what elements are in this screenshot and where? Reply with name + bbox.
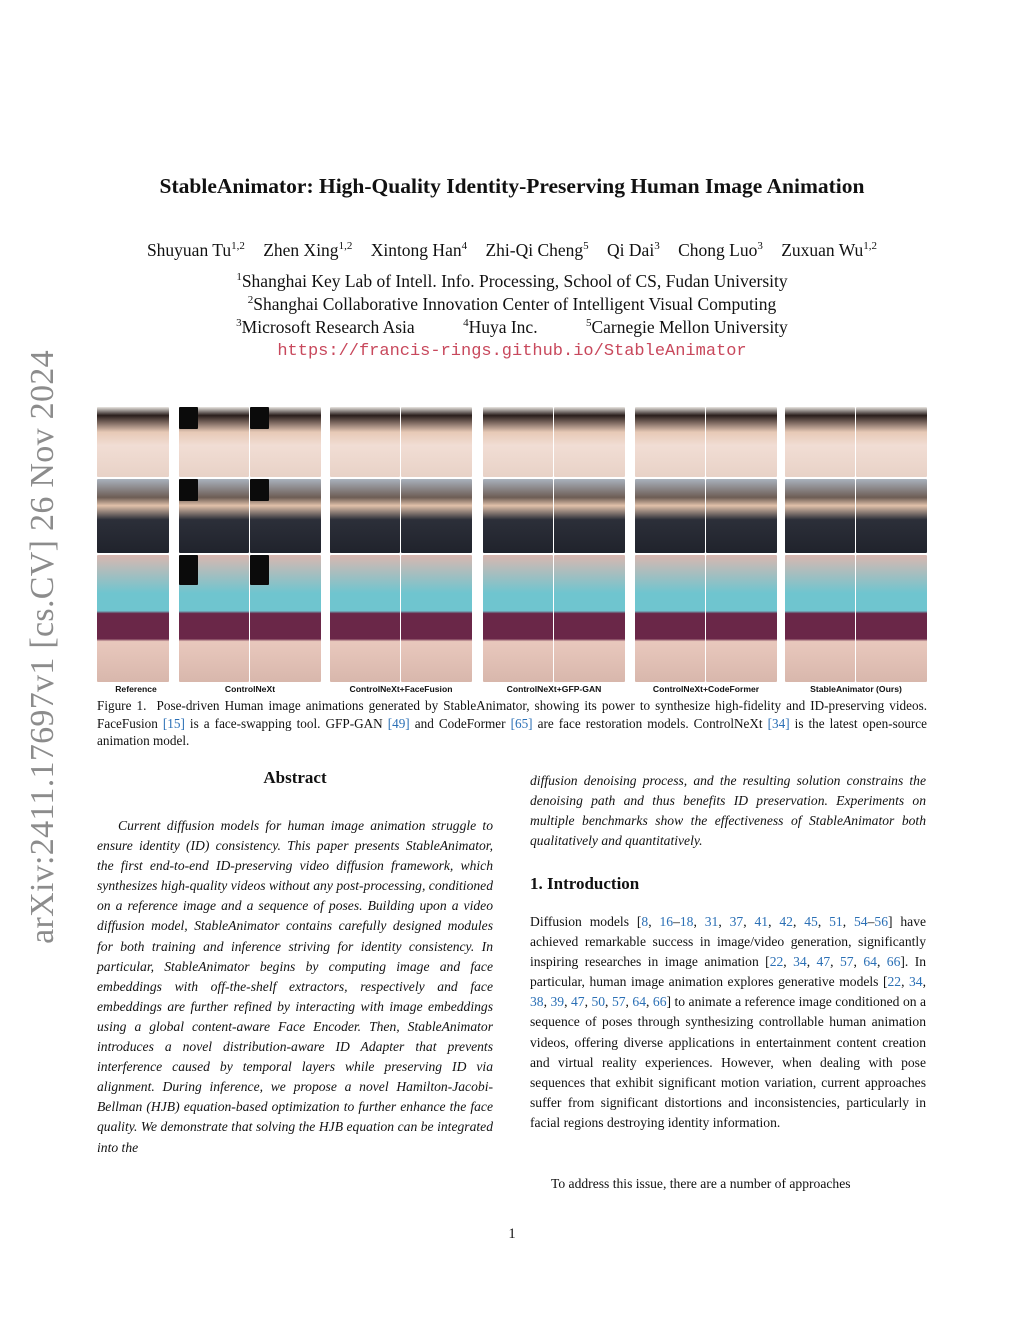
author: Xintong Han$^4$ xyxy=(370,240,468,260)
citation-link[interactable]: 54 xyxy=(854,914,868,929)
column-label-stableanimator: StableAnimator (Ours) xyxy=(810,684,902,694)
citation-link[interactable]: 47 xyxy=(816,954,831,970)
column-label-codeformer: ControlNeXt+CodeFormer xyxy=(652,684,760,694)
citation-link[interactable]: [15] xyxy=(162,715,185,731)
citation-link[interactable]: 64 xyxy=(863,954,877,970)
figure-thumbnail-man-dark-suit xyxy=(554,479,625,553)
citation-link[interactable]: 66 xyxy=(652,994,667,1010)
author: Qi Dai$^3$ xyxy=(607,240,660,260)
figure-thumbnail-woman-cyan-top-purple-skirt xyxy=(554,555,625,682)
citation-link[interactable]: 22 xyxy=(887,974,902,990)
author-list xyxy=(60,240,964,261)
figure-thumbnail-man-dark-suit xyxy=(483,479,553,553)
section-heading-introduction: 1. Introduction xyxy=(530,874,640,893)
citation-link[interactable]: [34] xyxy=(767,715,790,731)
figure-thumbnail-woman-pink-blouse xyxy=(635,407,705,477)
pose-inset xyxy=(179,407,198,429)
citation-link[interactable]: [49] xyxy=(387,715,410,731)
citation-link[interactable]: 47 xyxy=(570,994,585,1010)
pose-inset xyxy=(250,479,269,501)
column-label-controlnext: ControlNeXt xyxy=(224,684,276,694)
citation-link[interactable]: [65] xyxy=(510,715,533,731)
affiliation-5: $^5$Carnegie Mellon University xyxy=(585,317,788,337)
affiliation-3: $^3$Microsoft Research Asia xyxy=(236,317,415,337)
citation-link[interactable]: 51 xyxy=(829,914,843,929)
pose-inset xyxy=(250,407,269,429)
figure-caption: Figure 1. Pose-driven Human image animations generated by StableAnimator, showing its power to synthesize high-fidelity and ID-preserving videos. FaceFusion [15] is a face-swapping tool. GFP-GAN [49] and CodeFormer [65] are face restoration models. ControlNeXt [34] is the latest open-source animation model. xyxy=(97,698,928,749)
figure-thumbnail-woman-pink-blouse xyxy=(97,407,169,477)
figure-thumbnail-woman-cyan-top-purple-skirt xyxy=(330,555,400,682)
arxiv-stamp: arXiv:2411.17697v1 [cs.CV] 26 Nov 2024 xyxy=(24,350,61,944)
affiliation-1: $^1$Shanghai Key Lab of Intell. Info. Processing, School of CS, Fudan University xyxy=(236,271,788,291)
figure-thumbnail-woman-pink-blouse xyxy=(785,407,855,477)
citation-link[interactable]: 18 xyxy=(679,914,694,929)
page-number: 1 xyxy=(508,1226,516,1242)
pose-inset xyxy=(179,555,198,585)
citation-link[interactable]: 64 xyxy=(632,994,647,1010)
citation-link[interactable]: 34 xyxy=(793,954,807,970)
figure-thumbnail-woman-pink-blouse xyxy=(483,407,553,477)
citation-link[interactable]: 22 xyxy=(769,954,784,970)
figure-thumbnail-woman-cyan-top-purple-skirt xyxy=(97,555,169,682)
author: Zuxuan Wu$^{1,2}$ xyxy=(781,240,878,260)
figure-thumbnail-man-dark-suit xyxy=(785,479,855,553)
figure-thumbnail-woman-cyan-top-purple-skirt xyxy=(483,555,553,682)
citation-link[interactable]: 39 xyxy=(550,994,565,1010)
author: Chong Luo$^3$ xyxy=(678,240,763,260)
citation-link[interactable]: 31 xyxy=(704,914,719,929)
figure-thumbnail-man-dark-suit xyxy=(706,479,777,553)
figure-thumbnail-man-dark-suit xyxy=(856,479,927,553)
paper-title: StableAnimator: High-Quality Identity-Preserving Human Image Animation xyxy=(159,174,865,198)
introduction-paragraph-1: Diffusion models [8, 16–18, 31, 37, 41, 42, 45, 51, 54–56] have achieved remarkable success in image/video generation, significantly inspiring researches in image animation [22, 34, 47, 57, 64, 66]. In particular, human image animation explores generative models [22, 34, 38, 39, 47, 50, 57, 64, 66] to animate a reference image conditioned on a sequence of poses through synthesizing controllable human animation videos, offering diverse applications in entertainment content creation and virtual reality experiences. However, when dealing with pose sequences that exhibit significant motion variation, current approaches suffer from significant distortions and inconsistencies, particularly in facial regions destroying identity information. xyxy=(530,914,927,1130)
project-url-link[interactable]: https://francis-rings.github.io/StableAnimator xyxy=(277,342,747,361)
figure-thumbnail-man-dark-suit xyxy=(635,479,705,553)
citation-link[interactable]: 42 xyxy=(779,914,793,929)
citation-link[interactable]: 57 xyxy=(611,994,626,1010)
author: Shuyuan Tu$^{1,2}$ xyxy=(146,240,245,260)
figure-thumbnail-woman-cyan-top-purple-skirt xyxy=(856,555,927,682)
citation-link[interactable]: 38 xyxy=(530,994,544,1010)
figure-thumbnail-woman-cyan-top-purple-skirt xyxy=(706,555,777,682)
figure-1-image-grid xyxy=(97,407,927,682)
figure-thumbnail-man-dark-suit xyxy=(97,479,169,553)
citation-link[interactable]: 57 xyxy=(839,954,854,970)
citation-link[interactable]: 16 xyxy=(659,914,674,929)
citation-link[interactable]: 56 xyxy=(874,914,888,929)
figure-thumbnail-woman-pink-blouse xyxy=(856,407,927,477)
pose-inset xyxy=(250,555,269,585)
citation-link[interactable]: 45 xyxy=(804,914,818,929)
figure-thumbnail-woman-cyan-top-purple-skirt xyxy=(401,555,472,682)
abstract-text: Current diffusion models for human image animation struggle to ensure identity (ID) consistency. This paper presents StableAnimator, the first end-to-end ID-preserving video diffusion framework, which synthesizes high-quality videos without any post-processing, conditioned on a reference image and a sequence of poses. Building upon a video diffusion model, StableAnimator contains carefully designed modules for both training and inference striving for identity consistency. In particular, StableAnimator begins by computing image and face embeddings with off-the-shelf extractors, respectively and face embeddings are further refined by interacting with image embeddings using a global content-aware Face Encoder. Then, StableAnimator introduces a novel distribution-aware ID Adapter that prevents interference caused by temporal layers while preserving ID via alignment. During inference, we propose a novel Hamilton-Jacobi-Bellman (HJB) equation-based optimization to further enhance the face quality. We demonstrate that solving the HJB equation can be integrated into the xyxy=(97,818,493,1155)
author: Zhi-Qi Cheng$^5$ xyxy=(485,240,589,260)
citation-link[interactable]: 34 xyxy=(909,974,923,990)
column-label-reference: Reference xyxy=(115,684,157,694)
affiliation-4: $^4$Huya Inc. xyxy=(463,317,538,337)
citation-link[interactable]: 41 xyxy=(754,914,769,929)
pose-inset xyxy=(179,479,198,501)
figure-thumbnail-woman-pink-blouse xyxy=(554,407,625,477)
affiliation-row-3 xyxy=(60,317,964,338)
author: Zhen Xing$^{1,2}$ xyxy=(263,240,353,260)
figure-thumbnail-woman-pink-blouse xyxy=(706,407,777,477)
figure-thumbnail-woman-cyan-top-purple-skirt xyxy=(635,555,705,682)
abstract-text-continued: diffusion denoising process, and the resulting solution constrains the denoising path and thus benefits ID preservation. Experiments on multiple benchmarks show the effectiveness of StableAnimator both qualitatively and quantitatively. xyxy=(530,773,926,849)
citation-link[interactable]: 8 xyxy=(641,914,649,929)
figure-thumbnail-woman-pink-blouse xyxy=(330,407,400,477)
figure-thumbnail-woman-pink-blouse xyxy=(401,407,472,477)
citation-link[interactable]: 50 xyxy=(591,994,606,1010)
figure-thumbnail-man-dark-suit xyxy=(330,479,400,553)
column-label-facefusion: ControlNeXt+FaceFusion xyxy=(349,684,453,694)
citation-link[interactable]: 66 xyxy=(886,954,901,970)
abstract-heading: Abstract xyxy=(263,768,327,787)
column-label-gfpgan: ControlNeXt+GFP-GAN xyxy=(506,684,602,694)
affiliation-2: $^2$Shanghai Collaborative Innovation Center of Intelligent Visual Computing xyxy=(247,294,777,314)
figure-thumbnail-woman-cyan-top-purple-skirt xyxy=(785,555,855,682)
figure-thumbnail-man-dark-suit xyxy=(401,479,472,553)
introduction-paragraph-2: To address this issue, there are a number of approaches xyxy=(551,1176,851,1191)
citation-link[interactable]: 37 xyxy=(729,914,744,929)
